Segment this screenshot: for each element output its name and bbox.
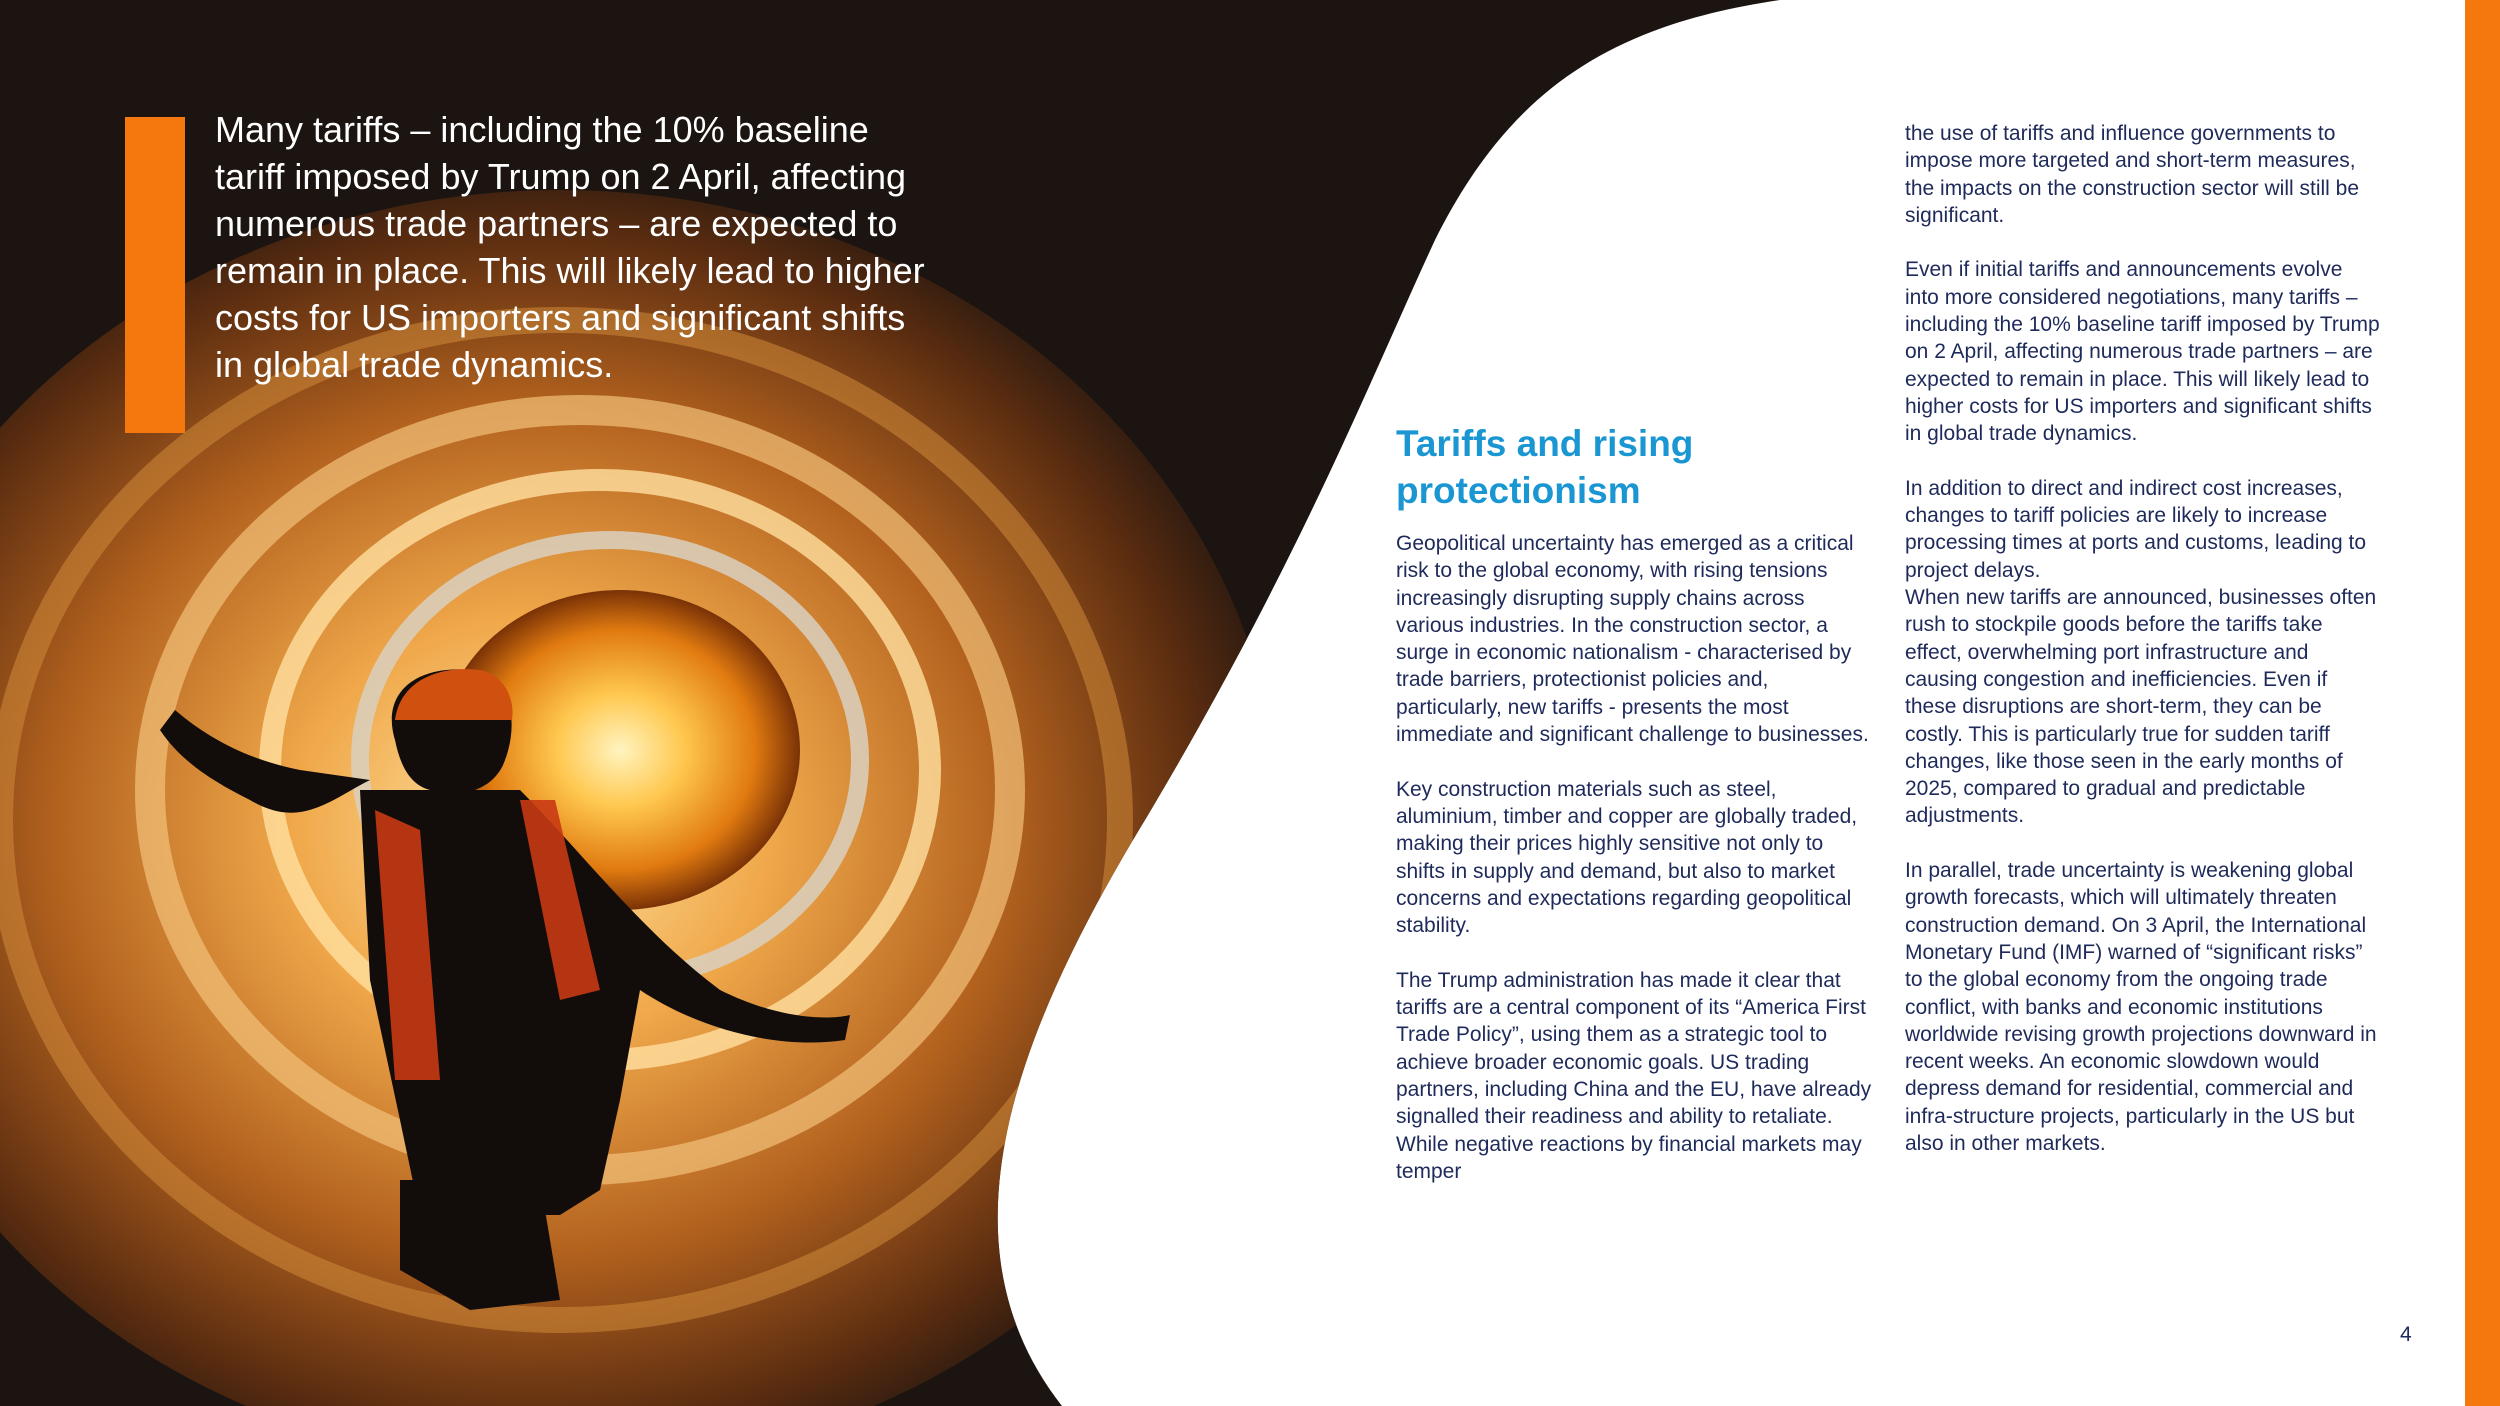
body-paragraph: The Trump administration has made it clear that tariffs are a central component of its “America First Trade Policy”, using them as a strategic tool to achieve broader economic goals. US trading partners, including China and the EU, have already signalled their readiness and ability to retaliate. While negative reactions by financial markets may temper	[1396, 968, 1872, 1183]
body-column-right	[1905, 120, 2380, 1185]
body-paragraph: Geopolitical uncertainty has emerged as a critical risk to the global economy, with rising tensions increasingly disrupting supply chains across various industries. In the construction sector, a surge in economic nationalism - characterised by trade barriers, protectionist policies and, particularly, new tariffs - presents the most immediate and significant challenge to businesses.	[1396, 532, 1869, 747]
quote-accent-bar	[125, 117, 185, 433]
body-column-left	[1396, 530, 1876, 1212]
body-paragraph: When new tariffs are announced, businesses often rush to stockpile goods before the tariffs take effect, overwhelming port infrastructure and causing congestion and inefficiencies. Even if these disruptions are short-term, they can be costly. This is particularly true for sudden tariff changes, like those seen in the early months of 2025, compared to gradual and predictable adjustments.	[1905, 586, 2377, 828]
body-paragraph: In parallel, trade uncertainty is weakening global growth forecasts, which will ultimately threaten construction demand. On 3 April, the International Monetary Fund (IMF) warned of “significant risks” to the global economy from the ongoing trade conflict, with banks and economic institutions worldwide revising growth projections downward in recent weeks. An economic slowdown would depress demand for residential, commercial and infra-structure projects, particularly in the US but also in other markets.	[1905, 859, 2377, 1155]
pull-quote: Many tariffs – including the 10% baseline tariff imposed by Trump on 2 April, affecting numerous trade partners – are expected to remain in place. This will likely lead to higher costs for US importers and significant shifts in global trade dynamics.	[215, 109, 925, 385]
section-heading: Tariffs and rising protectionism	[1396, 423, 1694, 511]
body-paragraph: Key construction materials such as steel, aluminium, timber and copper are globally traded, making their prices highly sensitive not only to shifts in supply and demand, but also to market concerns and expectations regarding geopolitical stability.	[1396, 777, 1858, 938]
body-paragraph: Even if initial tariffs and announcements evolve into more considered negotiations, many tariffs – including the 10% baseline tariff imposed by Trump on 2 April, affecting numerous trade partners – are expected to remain in place. This will likely lead to higher costs for US importers and significant shifts in global trade dynamics.	[1905, 258, 2380, 446]
body-paragraph: the use of tariffs and influence governments to impose more targeted and short-term measures, the impacts on the construction sector will still be significant.	[1905, 122, 2360, 227]
page-number: 4	[2400, 1323, 2412, 1346]
page-edge-accent-bar	[2465, 0, 2500, 1406]
body-paragraph: In addition to direct and indirect cost increases, changes to tariff policies are likely to increase processing times at ports and customs, leading to project delays.	[1905, 476, 2367, 582]
